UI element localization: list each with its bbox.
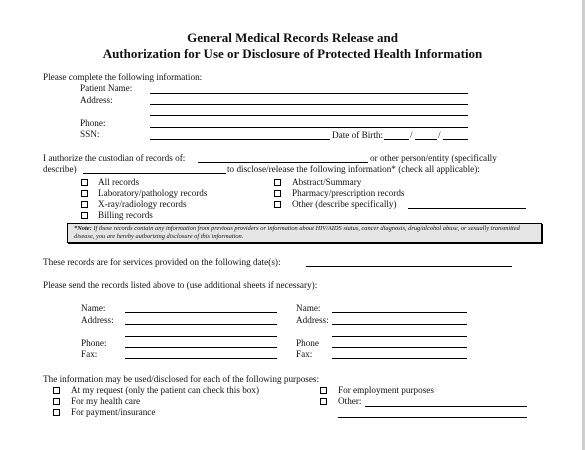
checkbox-all-records[interactable] (81, 179, 88, 186)
checkbox-xray-records[interactable] (81, 201, 88, 208)
authorize-line2-a: describe) (43, 164, 77, 174)
authorize-line1-a: I authorize the custodian of records of: (43, 153, 186, 163)
checkbox-billing-records[interactable] (81, 212, 88, 219)
checkbox-employment[interactable] (320, 387, 327, 394)
recipient1-name-field[interactable] (125, 312, 277, 313)
authorize-line2-b: to disclose/release the following information* (check all applicable): (227, 164, 480, 174)
patient-ssn-label: SSN: (80, 129, 100, 139)
checkbox-my-health-care[interactable] (53, 398, 60, 405)
patient-ssn-field[interactable] (150, 139, 330, 140)
label-xray-records: X-ray/radiology records (98, 199, 187, 209)
purposes-intro: The information may be used/disclosed for each of the following purposes: (43, 374, 320, 384)
dob-separator-2: / (438, 130, 441, 140)
patient-info-intro: Please complete the following information: (43, 72, 203, 82)
dob-label: Date of Birth: (332, 130, 384, 140)
label-at-my-request: At my request (only the patient can check this box) (71, 385, 260, 395)
checkbox-abstract-summary[interactable] (274, 179, 281, 186)
form-title-line1: General Medical Records Release and (187, 30, 398, 45)
recipient1-address-label: Address: (81, 315, 114, 325)
recipient2-address-field-2[interactable] (332, 336, 467, 337)
patient-address-label: Address: (80, 95, 113, 105)
recipient2-phone-label: Phone (296, 338, 319, 348)
patient-address-field[interactable] (150, 104, 468, 105)
recipient2-fax-field[interactable] (332, 358, 467, 359)
label-all-records: All records (98, 177, 140, 187)
checkbox-lab-records[interactable] (81, 190, 88, 197)
recipient1-address-field-2[interactable] (125, 336, 277, 337)
recipient2-fax-label: Fax: (296, 349, 313, 359)
label-lab-records: Laboratory/pathology records (98, 188, 208, 198)
form-title-line2: Authorization for Use or Disclosure of Protected Health Information (102, 46, 483, 61)
checkbox-at-my-request[interactable] (53, 387, 60, 394)
authorize-line1-b: or other person/entity (specifically (370, 153, 497, 163)
other-records-field[interactable] (408, 208, 526, 209)
recipient1-name-label: Name: (81, 303, 106, 313)
patient-phone-field[interactable] (150, 127, 468, 128)
recipient2-address-label: Address: (296, 315, 329, 325)
send-records-intro: Please send the records listed above to (use additional sheets if necessary): (43, 280, 318, 290)
label-payment-insurance: For payment/insurance (71, 407, 156, 417)
note-text: If these records contain any information from previous providers or information about HIV/AIDS status, cancer diagnosis, drug/alcohol abuse, or sexually transmitted disease, you are hereby authorizing disclosure of this information. (74, 225, 520, 240)
service-dates-field[interactable] (306, 266, 512, 267)
disclosure-note (67, 223, 542, 243)
dob-year-field[interactable] (443, 139, 468, 140)
recipient2-name-label: Name: (296, 303, 321, 313)
recipient2-address-field[interactable] (332, 324, 467, 325)
recipient1-phone-label: Phone: (81, 338, 107, 348)
service-dates-label: These records are for services provided on the following date(s): (43, 257, 281, 267)
label-other-purpose: Other: (338, 396, 362, 406)
label-billing-records: Billing records (98, 210, 153, 220)
label-abstract-summary: Abstract/Summary (292, 177, 362, 187)
checkbox-other-purpose[interactable] (320, 398, 327, 405)
dob-month-field[interactable] (384, 139, 409, 140)
dob-separator-1: / (410, 130, 413, 140)
custodian-field[interactable] (198, 162, 368, 163)
recipient1-address-field[interactable] (125, 324, 277, 325)
patient-name-label: Patient Name: (80, 83, 133, 93)
recipient2-phone-field[interactable] (332, 347, 467, 348)
other-purpose-field[interactable] (365, 406, 527, 407)
note-prefix: *Note: (74, 225, 92, 232)
checkbox-other-records[interactable] (274, 201, 281, 208)
patient-phone-label: Phone: (80, 118, 106, 128)
other-purpose-field-2[interactable] (338, 417, 527, 418)
recipient1-fax-field[interactable] (125, 358, 277, 359)
recipient1-phone-field[interactable] (125, 347, 277, 348)
dob-day-field[interactable] (415, 139, 437, 140)
label-other-records: Other (describe specifically) (292, 199, 397, 209)
checkbox-payment-insurance[interactable] (53, 409, 60, 416)
recipient2-name-field[interactable] (332, 312, 467, 313)
recipient1-fax-label: Fax: (81, 349, 98, 359)
label-employment: For employment purposes (338, 385, 434, 395)
patient-address-field-2[interactable] (150, 115, 468, 116)
label-pharmacy-records: Pharmacy/prescription records (292, 188, 405, 198)
patient-name-field[interactable] (150, 93, 468, 94)
checkbox-pharmacy-records[interactable] (274, 190, 281, 197)
label-my-health-care: For my health care (71, 396, 141, 406)
describe-field[interactable] (83, 173, 226, 174)
